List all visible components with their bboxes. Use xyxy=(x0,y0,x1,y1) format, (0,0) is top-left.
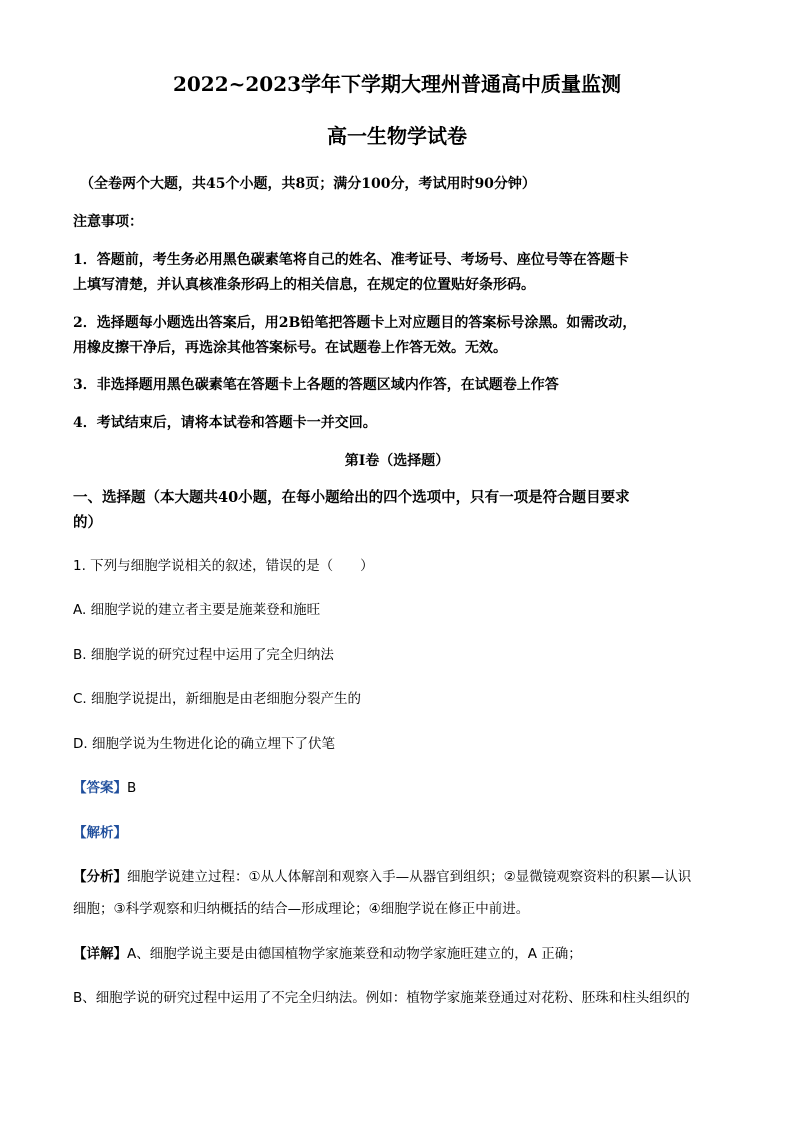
fenxi-line-2: 细胞；③科学观察和归纳概括的结合—形成理论；④细胞学说在修正中前进。 xyxy=(73,901,530,917)
detail-tag: 【详解】 xyxy=(73,946,127,962)
detail-text-1: A、细胞学说主要是由德国植物学家施莱登和动物学家施旺建立的，A 正确； xyxy=(127,946,582,962)
notes-item-1: 1．答题前，考生务必用黑色碳素笔将自己的姓名、准考证号、考场号、座位号等在答题卡 xyxy=(73,252,629,268)
detail-line-2: B、细胞学说的研究过程中运用了不完全归纳法。例如：植物学家施莱登通过对花粉、胚珠和柱头组织的 xyxy=(73,990,690,1006)
fenxi-line-1 xyxy=(73,868,691,886)
volume-title: 第Ⅰ卷（选择题） xyxy=(344,453,450,469)
section-heading-cont: 的） xyxy=(73,514,102,531)
notes-item-3: 3．非选择题用黑色碳素笔在答题卡上各题的答题区域内作答，在试题卷上作答 xyxy=(73,377,559,393)
fenxi-tag: 【分析】 xyxy=(73,869,127,885)
notes-item-2-cont: 用橡皮擦干净后，再选涂其他答案标号。在试题卷上作答无效。无效。 xyxy=(73,340,507,356)
option-c: C. 细胞学说提出，新细胞是由老细胞分裂产生的 xyxy=(73,691,362,707)
analysis-tag: 【解析】 xyxy=(73,825,127,841)
answer-value: B xyxy=(127,780,137,796)
notes-item-4: 4．考试结束后，请将本试卷和答题卡一并交回。 xyxy=(73,415,377,431)
notes-heading: 注意事项： xyxy=(73,214,143,230)
question-stem: 1. 下列与细胞学说相关的叙述，错误的是（ ） xyxy=(73,558,374,574)
option-d: D. 细胞学说为生物进化论的确立埋下了伏笔 xyxy=(73,736,335,752)
fenxi-text-1: 细胞学说建立过程：①从人体解剖和观察入手—从器官到组织；②显微镜观察资料的积累—认识 xyxy=(127,869,692,885)
notes-item-1-cont: 上填写清楚，并认真核准条形码上的相关信息，在规定的位置贴好条形码。 xyxy=(73,277,535,293)
exam-info: （全卷两个大题，共45个小题，共8页；满分100分，考试用时90分钟） xyxy=(80,176,536,192)
option-a: A. 细胞学说的建立者主要是施莱登和施旺 xyxy=(73,602,321,618)
exam-subtitle: 高一生物学试卷 xyxy=(327,124,467,148)
exam-title: 2022~2023学年下学期大理州普通高中质量监测 xyxy=(172,72,622,96)
option-b: B. 细胞学说的研究过程中运用了完全归纳法 xyxy=(73,647,334,663)
notes-item-2: 2．选择题每小题选出答案后，用2B铅笔把答题卡上对应题目的答案标号涂黑。如需改动， xyxy=(73,315,637,331)
detail-line-1 xyxy=(73,945,582,963)
answer-line xyxy=(73,779,136,797)
section-heading: 一、选择题（本大题共40小题，在每小题给出的四个选项中，只有一项是符合题目要求 xyxy=(73,489,630,506)
analysis-line xyxy=(73,824,127,842)
answer-tag: 【答案】 xyxy=(73,780,127,796)
